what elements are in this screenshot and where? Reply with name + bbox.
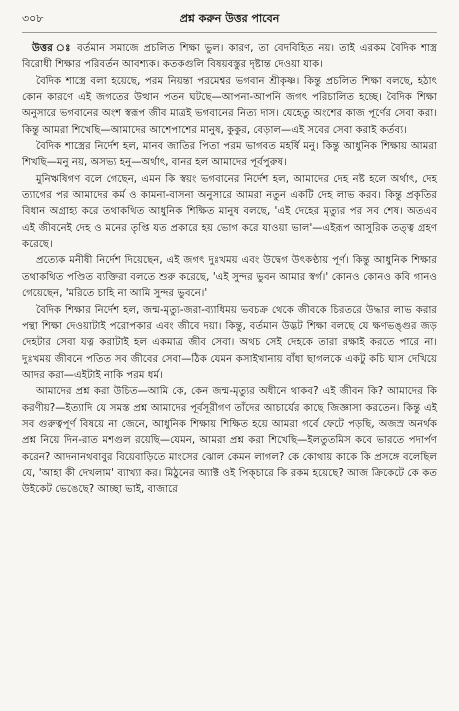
paragraph-answer <box>22 41 437 74</box>
paragraph: প্রত্যেক মনীষী নির্দেশ দিয়েছেন, এই জগৎ দুঃখময় এবং উদ্বেগ উৎকণ্ঠায় পূর্ণ। কিন্তু আধুনিক শিক্ষার তথাকথিত পণ্ডিত ব্যক্তিরা বলতে শুরু করেছে, 'এই সুন্দর ভুবন আমার স্বর্গ।' কোনও কোনও কবি গানও গেয়েছেন, 'মরিতে চাহি না আমি সুন্দর ভুবনে।' <box>22 255 437 300</box>
running-title: প্রশ্ন করুন উত্তর পাবেন <box>179 12 280 25</box>
page-number: ৩০৮ <box>22 12 44 25</box>
answer-label: উত্তর ঃ <box>32 43 73 54</box>
paragraph-text: বর্তমান সমাজে প্রচলিত শিক্ষা ভুল। কারণ, তা বেদবিহিত নয়। তাই এরকম বৈদিক শাস্ত্র বিরোধী শিক্ষার পরিবর্তন আবশ্যক। কতকগুলি বিষয়বস্তুর দৃষ্টান্ত দেওয়া যাক। <box>22 43 437 71</box>
body-text <box>22 41 437 499</box>
paragraph: আমাদের প্রশ্ন করা উচিত—আমি কে, কেন জন্ম-মৃত্যুর অধীনে থাকব? এই জীবন কি? আমাদের কি করণীয়?—ইত্যাদি যে সমস্ত প্রশ্ন আমাদের পূর্বসূরীগণ তাঁদের আচার্যের কাছে জিজ্ঞাসা করতেন। কিন্তু এই সব গুরুত্বপূর্ণ বিষয়ে না জেনে, আধুনিক শিক্ষায় শিক্ষিত হয়ে আমরা গর্বে ফেটে পড়ছি, অজস্র অনর্থক প্রশ্ন নিয়ে দিন-রাত মশগুল রয়েছি—যেমন, আমরা প্রশ্ন করা শিখেছি—ইলতুতমিস কবে ভারতে পদার্পণ করেন? আদনানথবাবুর বিয়েবাড়িতে মাংসের ঝোল কেমন লাগল? কে কোথায় কাকে কি প্রসঙ্গে বলেছিল যে, 'আহা কী দেখলাম' ব্যাখ্যা কর। মিঠুনের অ্যাক্ট ওই পিক্চারে কি রকম হয়েছে? আজ ক্রিকেটে কে কত উইকেট ভেঙেছে? আচ্ছা ভাই, বাজারে <box>22 386 437 496</box>
page-header <box>22 10 437 33</box>
paragraph: বৈদিক শাস্ত্রে বলা হয়েছে, পরম নিয়ন্তা পরমেশ্বর ভগবান শ্রীকৃষ্ণ। কিন্তু প্রচলিত শিক্ষা বলছে, হঠাৎ কোন কারণে এই জগতের উত্থান পতন ঘটছে—আপনা-আপনি জগৎ পরিচালিত হচ্ছে। বৈদিক শিক্ষা অনুসারে ভগবানের অংশ স্বরূপ জীব মাত্রই ভগবানের নিত্য দাস। যেহেতু অংশের কাজ পূর্ণের সেবা করা। কিন্তু আমরা শিখেছি—আমাদের আশেপাশের মানুষ, কুকুর, বেড়াল—এই সবের সেবা করাই কর্তব্য। <box>22 75 437 136</box>
paragraph: বৈদিক শাস্ত্রের নির্দেশ হল, মানব জাতির পিতা পরম ভাগবত মহর্ষি মনু। কিন্তু আধুনিক শিক্ষায় আমরা শিখছি—মনু নয়, অসভ্য হনু—অর্থাৎ, বানর হল আমাদের পূর্বপুরুষ। <box>22 141 437 169</box>
paragraph: বৈদিক শিক্ষার নির্দেশ হল, জন্ম-মৃত্যু-জরা-ব্যাধিময় ভবচক্র থেকে জীবকে চিরতরে উদ্ধার লাভ করার পন্থা শিক্ষা দেওয়াটাই পরোপকার এবং জীবে দয়া। কিন্তু, বর্তমান উদ্ভট শিক্ষা বলছে যে ক্ষণভঙ্গুর জড় দেহটার সেবা যত্ন করাটাই হল একমাত্র জীব সেবা। অথচ সেই দেহকে তারা রক্ষাই করতে পারে না। দুঃখময় জীবনে পতিত সব জীবের সেবা—ঠিক যেমন কসাইখানায় বাঁধা ছাগলকে একটু কচি ঘাস দেখিয়ে আদর করা—এইটাই নাকি পরম ধর্ম। <box>22 304 437 381</box>
paragraph: মুনিঋষিগণ বলে গেছেন, এমন কি স্বয়ং ভগবানের নির্দেশ হল, আমাদের দেহ নষ্ট হলে অর্থাৎ, দেহ ত্যাগের পর আমাদের কর্ম ও কামনা-বাসনা অনুসারে আমরা নতুন একটি দেহ লাভ করব। কিন্তু প্রকৃতির বিধান অগ্রাহ্য করে তথাকথিত আধুনিক শিক্ষিত মানুষ বলছে, 'এই দেহের মৃত্যুর পর সব শেষ। অতএব এই জীবনেই দেহ ও মনের তৃপ্তি যত প্রকারে হয় ভোগ করে যাওয়া ভাল'—এইরূপ আসুরিক তত্ত্ব গ্রহণ করেছে। <box>22 173 437 251</box>
